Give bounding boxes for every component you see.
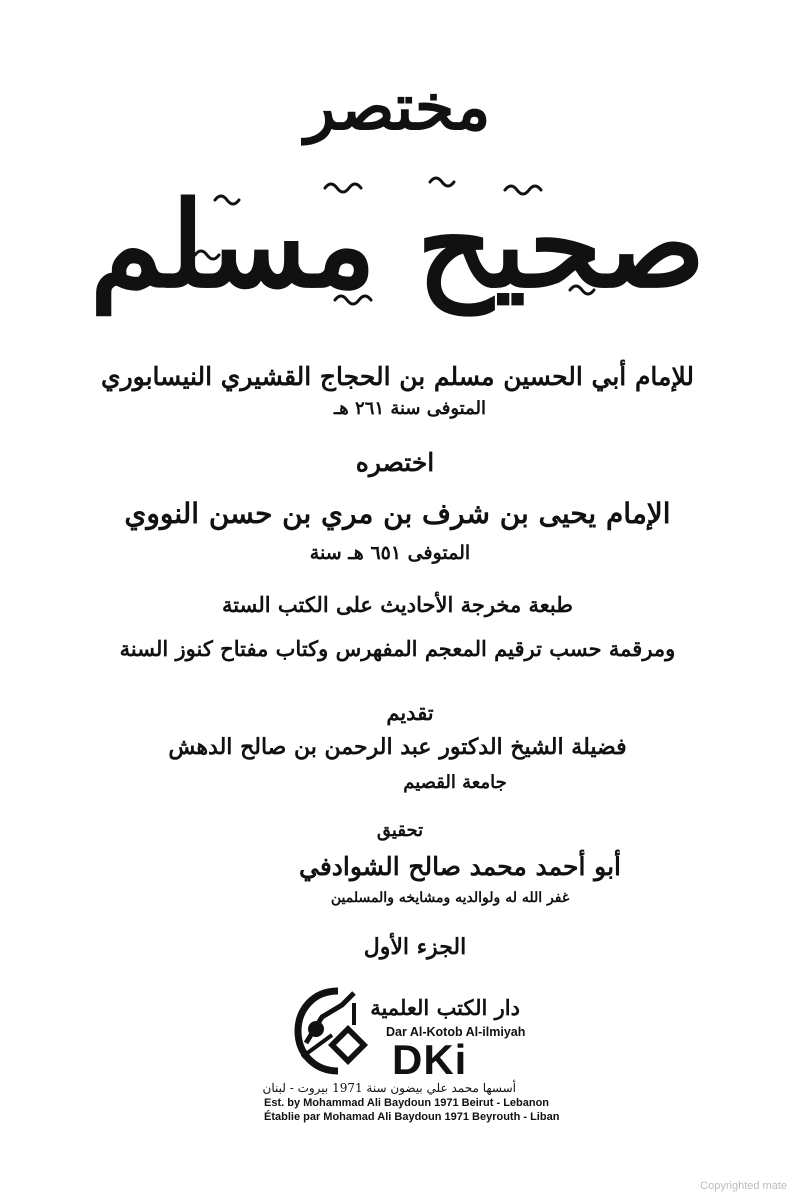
intro-author: فضيلة الشيخ الدكتور عبد الرحمن بن صالح الدهش (168, 734, 627, 760)
editor-name: أبو أحمد محمد صالح الشوادفي (299, 852, 621, 881)
publisher-established-french: Établie par Mohamad Ali Baydoun 1971 Beyrouth - Liban (264, 1111, 560, 1123)
abridger-line: الإمام يحيى بن شرف بن مري بن حسن النووي (124, 497, 671, 530)
publisher-established-arabic: أسسها محمد علي بيضون سنة 1971 بيروت - لبنان (262, 1081, 516, 1095)
abridged-label: اختصره (355, 448, 435, 477)
editor-note: غفر الله له ولوالديه ومشايخه والمسلمين (330, 890, 570, 906)
publisher-name-arabic: دار الكتب العلمية (370, 995, 520, 1020)
author-line: للإمام أبي الحسين مسلم بن الحجاج القشيري النيسابوري (101, 362, 694, 391)
intro-label: تقديم (386, 700, 434, 725)
edition-line-2: ومرقمة حسب ترقيم المعجم المفهرس وكتاب مفتاح كنوز السنة (119, 636, 676, 661)
volume-label: الجزء الأول (363, 934, 467, 960)
publisher-established-english: Est. by Mohammad Ali Baydoun 1971 Beirut - Lebanon (264, 1097, 550, 1109)
copyright-watermark: Copyrighted mate (700, 1180, 787, 1192)
publisher-logo-text: DKi (392, 1036, 468, 1083)
title-main: صحيح مسلم (89, 175, 706, 314)
intro-affiliation: جامعة القصيم (403, 772, 507, 793)
title-top: مختصر (304, 70, 491, 145)
author-death-year: المتوفى سنة ٢٦١ هـ (334, 398, 486, 419)
edition-line-1: طبعة مخرجة الأحاديث على الكتب الستة (222, 592, 573, 617)
edit-label: تحقيق (376, 820, 424, 841)
abridger-death-year: المتوفى ٦٥١ هـ سنة (309, 542, 471, 564)
publisher-name-english: Dar Al-Kotob Al-ilmiyah (386, 1025, 526, 1039)
